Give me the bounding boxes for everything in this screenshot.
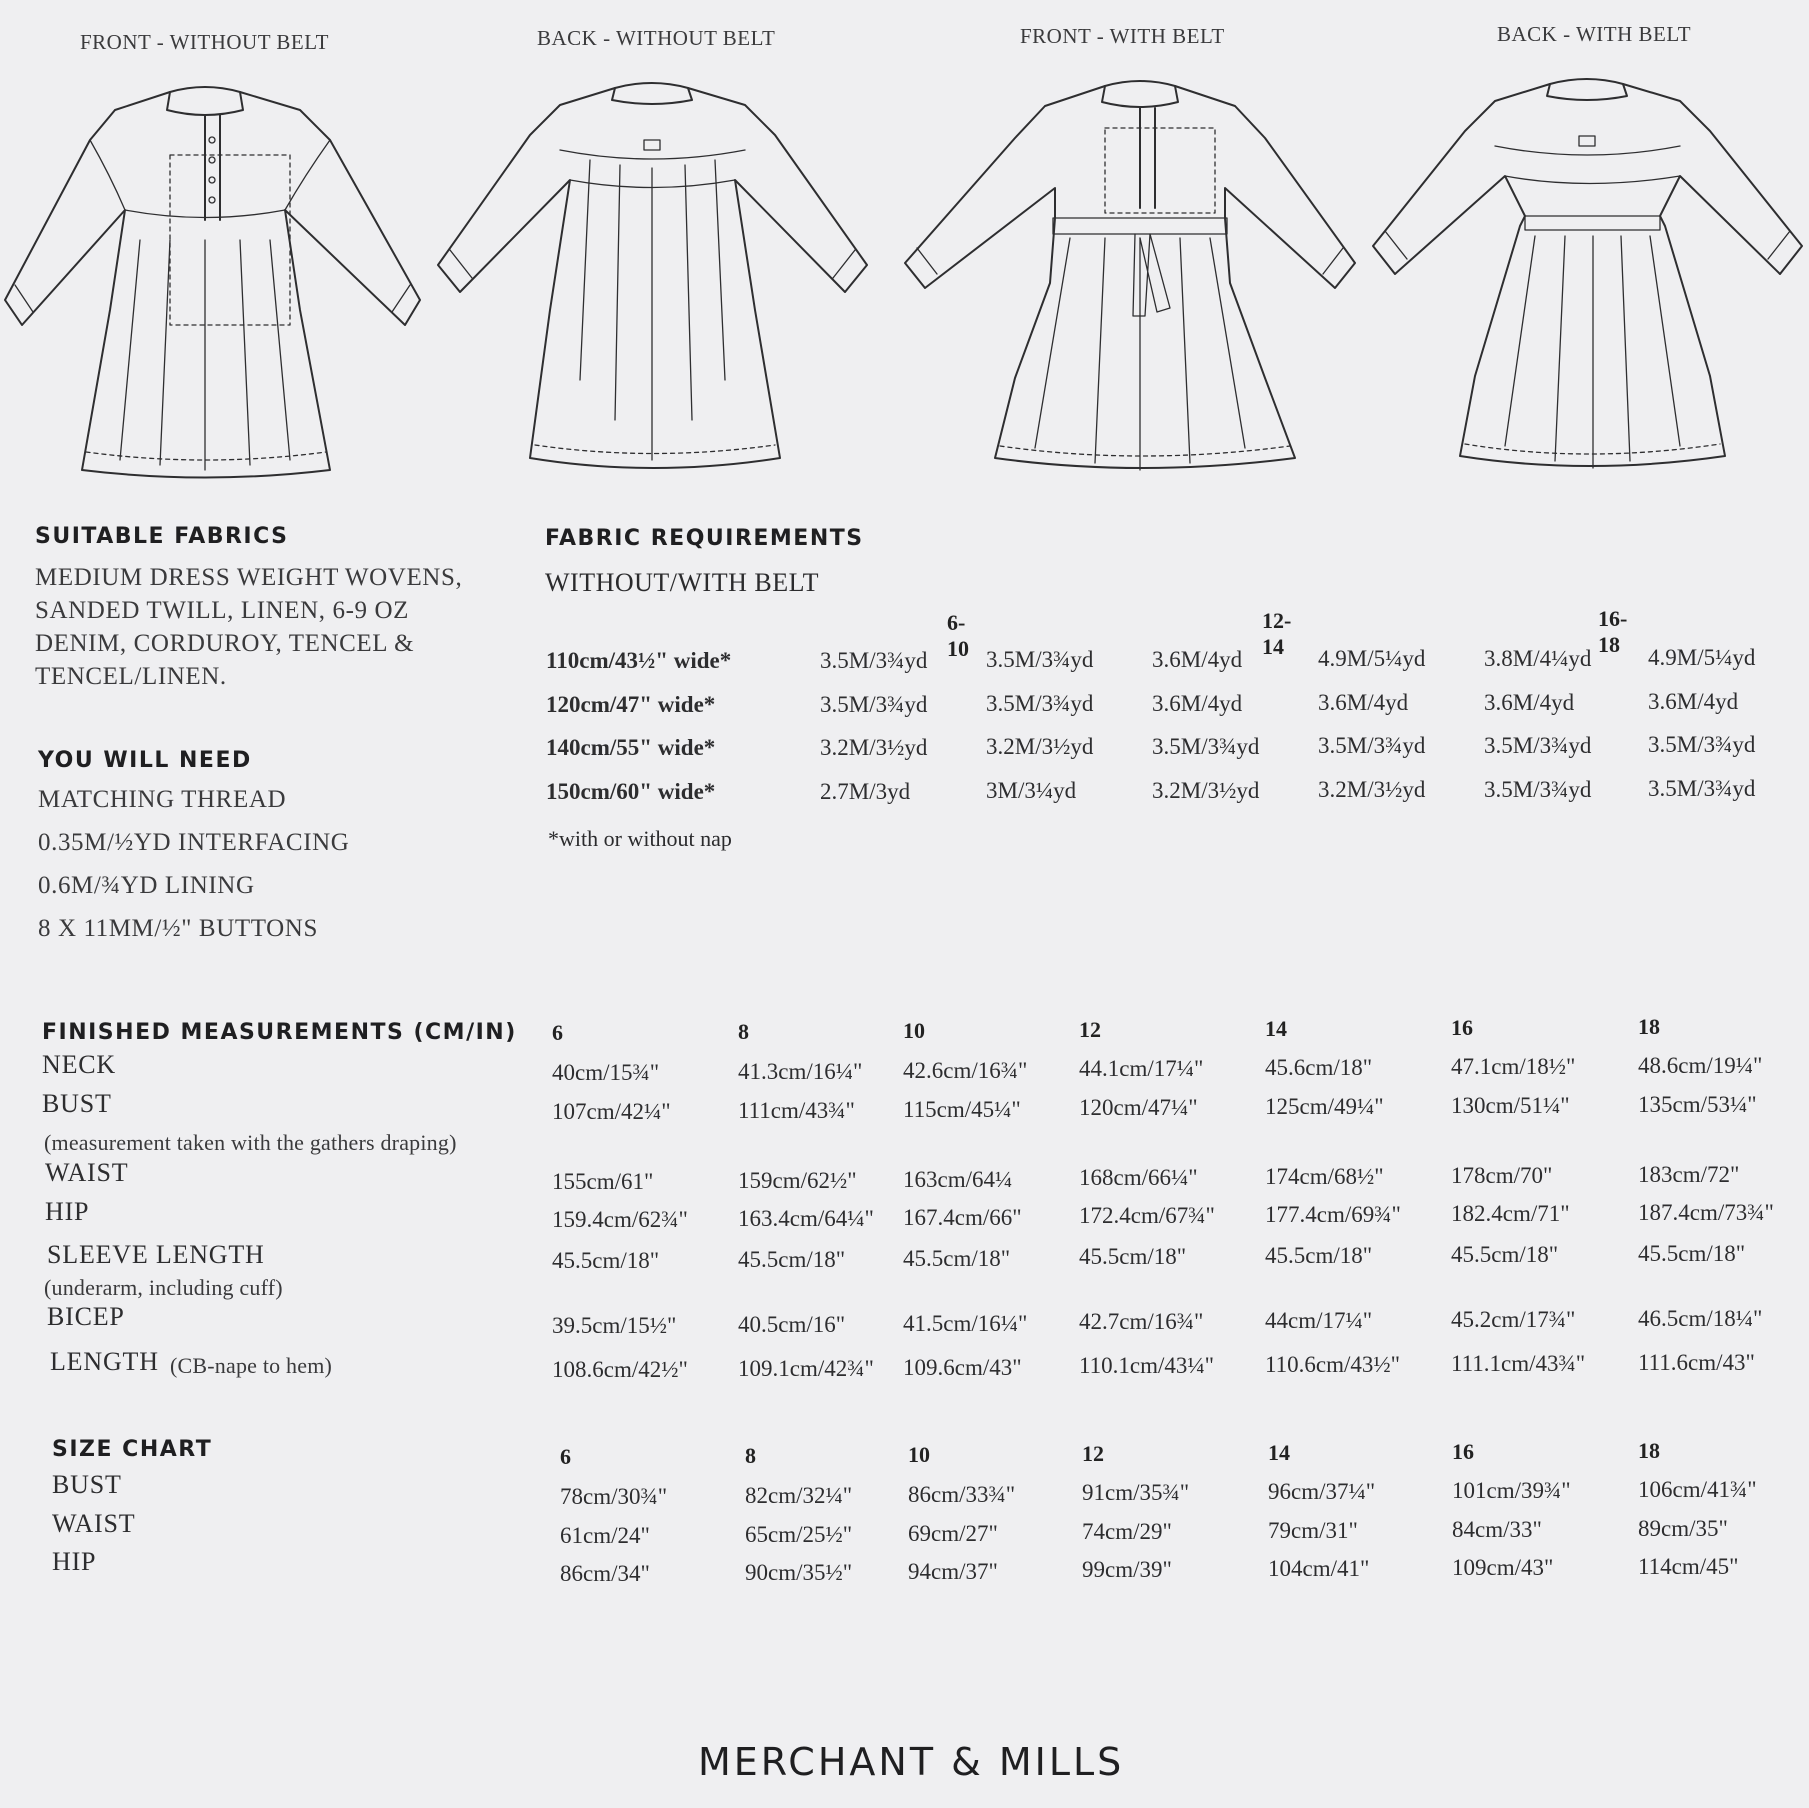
size-group-header: 6-10 xyxy=(947,610,969,661)
size-chart-size-header: 16 xyxy=(1452,1439,1474,1464)
finished-measurement-cell: 45.5cm/18" xyxy=(1451,1242,1559,1267)
size-chart-cell: 74cm/29" xyxy=(1082,1519,1172,1545)
view-label-front-with-belt: FRONT - WITH BELT xyxy=(1020,24,1225,48)
fabric-amount-cell: 3.5M/3¾yd xyxy=(986,691,1094,717)
size-chart-cell: 94cm/37" xyxy=(908,1558,998,1584)
fabric-amount-cell: 3.5M/3¾yd xyxy=(1484,776,1592,802)
finished-measurement-cell: 45.5cm/18" xyxy=(738,1246,846,1272)
suitable-fabrics-line: DENIM, CORDUROY, TENCEL & xyxy=(35,630,415,657)
finished-measurement-cell: 41.5cm/16¼" xyxy=(903,1310,1028,1336)
size-chart-size-header: 12 xyxy=(1082,1441,1104,1466)
you-will-need-item: MATCHING THREAD xyxy=(38,786,287,813)
finished-measurement-cell: 115cm/45¼" xyxy=(903,1096,1021,1122)
finished-measurement-cell: 182.4cm/71" xyxy=(1451,1201,1570,1226)
fabric-amount-cell: 4.9M/5¼yd xyxy=(1318,646,1426,672)
size-chart-heading: SIZE CHART xyxy=(52,1437,213,1462)
fabric-amount-cell: 3.5M/3¾yd xyxy=(1152,733,1260,759)
finished-measurement-cell: 111cm/43¾" xyxy=(738,1097,855,1123)
fabric-amount-cell: 3.2M/3½yd xyxy=(1152,777,1260,803)
fabric-amount-cell: 3.6M/4yd xyxy=(1318,690,1409,716)
finished-measurement-cell: 47.1cm/18½" xyxy=(1451,1054,1576,1079)
finished-measurement-cell: 168cm/66¼" xyxy=(1079,1165,1198,1191)
fabric-amount-cell: 3.2M/3½yd xyxy=(986,734,1094,760)
fabric-amount-cell: 3.5M/3¾yd xyxy=(986,647,1094,673)
finished-measurement-cell: 40.5cm/16" xyxy=(738,1311,846,1337)
fabric-width-label: 150cm/60" wide* xyxy=(546,779,716,804)
you-will-need-list xyxy=(38,784,349,956)
finished-measurement-cell: 42.6cm/16¾" xyxy=(903,1057,1028,1083)
size-chart-cell: 99cm/39" xyxy=(1082,1557,1172,1583)
finished-measurement-label: LENGTH xyxy=(50,1347,159,1376)
suitable-fabrics-text xyxy=(35,562,462,694)
fabric-amount-cell: 3.6M/4yd xyxy=(1648,689,1739,714)
suitable-fabrics-line: SANDED TWILL, LINEN, 6-9 OZ xyxy=(35,597,410,624)
finished-measurement-cell: 125cm/49¼" xyxy=(1265,1094,1384,1120)
finished-measurement-cell: 177.4cm/69¾" xyxy=(1265,1202,1401,1228)
fabric-requirements-heading: FABRIC REQUIREMENTS xyxy=(545,526,864,551)
dress-back-without-belt-illustration xyxy=(430,80,870,470)
size-chart-cell: 69cm/27" xyxy=(908,1520,998,1546)
finished-measurement-cell: 108.6cm/42½" xyxy=(552,1357,688,1382)
you-will-need-heading: YOU WILL NEED xyxy=(38,748,252,773)
dress-front-without-belt-illustration xyxy=(0,80,430,470)
finished-measurement-label: WAIST xyxy=(45,1158,129,1187)
fabric-amount-cell: 3.2M/3½yd xyxy=(820,735,928,760)
finished-measurement-cell: 45.5cm/18" xyxy=(1265,1243,1373,1269)
size-chart-cell: 86cm/34" xyxy=(560,1561,650,1586)
fabric-amount-cell: 3.2M/3½yd xyxy=(1318,777,1426,803)
finished-measurement-cell: 155cm/61" xyxy=(552,1169,654,1194)
finished-measurement-cell: 45.5cm/18" xyxy=(903,1245,1011,1271)
finished-measurement-cell: 159.4cm/62¾" xyxy=(552,1207,688,1232)
fabric-amount-cell: 3.6M/4yd xyxy=(1152,646,1243,672)
finished-measurement-cell: 44.1cm/17¼" xyxy=(1079,1056,1204,1082)
finished-measurement-label: HIP xyxy=(45,1197,90,1226)
finished-measurement-cell: 110.1cm/43¼" xyxy=(1079,1353,1215,1379)
finished-measurement-cell: 130cm/51¼" xyxy=(1451,1093,1570,1118)
finished-measurement-cell: 159cm/62½" xyxy=(738,1167,857,1193)
finished-measurement-cell: 41.3cm/16¼" xyxy=(738,1058,863,1084)
fabric-amount-cell: 4.9M/5¼yd xyxy=(1648,645,1756,670)
size-chart-cell: 78cm/30¾" xyxy=(560,1484,668,1509)
fabric-amount-cell: 3.5M/3¾yd xyxy=(1648,732,1756,757)
finished-measurement-sublabel: (CB-nape to hem) xyxy=(170,1353,333,1378)
you-will-need-item: 8 X 11MM/½" BUTTONS xyxy=(38,915,318,942)
size-chart-size-header: 14 xyxy=(1268,1440,1290,1465)
fabric-amount-cell: 3.8M/4¼yd xyxy=(1484,645,1592,671)
finished-measurements-heading: FINISHED MEASUREMENTS (CM/IN) xyxy=(42,1020,517,1045)
fabric-amount-cell: 3.5M/3¾yd xyxy=(820,692,928,717)
fabric-amount-cell: 3.6M/4yd xyxy=(1484,689,1575,715)
size-chart-label: WAIST xyxy=(52,1509,136,1538)
fabric-requirements-note: *with or without nap xyxy=(548,826,732,851)
fabric-amount-cell: 3.5M/3¾yd xyxy=(1318,733,1426,759)
finished-measurement-cell: 46.5cm/18¼" xyxy=(1638,1305,1763,1331)
view-label-front-without-belt: FRONT - WITHOUT BELT xyxy=(80,30,329,54)
finished-measurement-cell: 174cm/68½" xyxy=(1265,1164,1384,1190)
fabric-amount-cell: 3.5M/3¾yd xyxy=(1648,776,1756,801)
finished-measurement-cell: 110.6cm/43½" xyxy=(1265,1352,1401,1378)
finished-measurement-cell: 44cm/17¼" xyxy=(1265,1308,1373,1334)
finished-size-header: 6 xyxy=(552,1020,563,1045)
size-chart-cell: 65cm/25½" xyxy=(745,1521,853,1547)
size-chart-cell: 82cm/32¼" xyxy=(745,1482,853,1508)
dress-back-with-belt-illustration xyxy=(1365,76,1809,476)
size-chart-size-header: 10 xyxy=(908,1442,930,1467)
size-chart-cell: 61cm/24" xyxy=(560,1523,650,1548)
finished-measurement-label: BUST xyxy=(42,1089,112,1118)
fabric-amount-cell: 2.7M/3yd xyxy=(820,779,911,804)
size-chart-cell: 86cm/33¾" xyxy=(908,1481,1016,1507)
view-label-back-with-belt: BACK - WITH BELT xyxy=(1497,22,1692,46)
dress-front-with-belt-illustration xyxy=(895,78,1365,478)
size-chart-cell: 90cm/35½" xyxy=(745,1559,853,1585)
finished-measurement-cell: 40cm/15¾" xyxy=(552,1060,660,1085)
finished-measurement-cell: 45.6cm/18" xyxy=(1265,1055,1373,1081)
finished-measurement-cell: 183cm/72" xyxy=(1638,1161,1740,1187)
size-chart-label: BUST xyxy=(52,1470,122,1499)
size-chart-label: HIP xyxy=(52,1547,97,1576)
finished-measurement-cell: 178cm/70" xyxy=(1451,1163,1553,1188)
size-chart-size-header: 8 xyxy=(745,1443,756,1468)
fabric-width-label: 140cm/55" wide* xyxy=(546,735,716,760)
finished-measurement-sublabel: (underarm, including cuff) xyxy=(44,1275,283,1300)
fabric-amount-cell: 3.5M/3¾yd xyxy=(1484,732,1592,758)
size-chart-size-header: 18 xyxy=(1638,1438,1660,1463)
fabric-requirements-subheading: WITHOUT/WITH BELT xyxy=(545,568,819,597)
fabric-amount-cell: 3M/3¼yd xyxy=(986,778,1077,804)
finished-measurement-cell: 42.7cm/16¾" xyxy=(1079,1309,1204,1335)
finished-measurement-sublabel: (measurement taken with the gathers draping) xyxy=(44,1130,457,1155)
finished-measurement-cell: 163cm/64¼ xyxy=(903,1166,1013,1192)
finished-size-header: 8 xyxy=(738,1019,749,1044)
size-chart-cell: 106cm/41¾" xyxy=(1638,1476,1757,1502)
brand-logo-text: MERCHANT & MILLS xyxy=(698,1740,1125,1784)
finished-measurement-label: SLEEVE LENGTH xyxy=(47,1240,265,1269)
fabric-amount-cell: 3.6M/4yd xyxy=(1152,690,1243,716)
size-chart-cell: 109cm/43" xyxy=(1452,1555,1554,1580)
finished-measurement-cell: 187.4cm/73¾" xyxy=(1638,1199,1774,1225)
size-chart-cell: 104cm/41" xyxy=(1268,1556,1370,1582)
size-chart-cell: 84cm/33" xyxy=(1452,1517,1542,1542)
finished-measurement-cell: 120cm/47¼" xyxy=(1079,1095,1198,1121)
finished-measurement-label: NECK xyxy=(42,1050,116,1079)
finished-measurement-cell: 111.1cm/43¾" xyxy=(1451,1351,1586,1376)
finished-measurement-cell: 109.1cm/42¾" xyxy=(738,1355,874,1381)
size-group-header: 12-14 xyxy=(1262,608,1292,659)
finished-size-header: 16 xyxy=(1451,1015,1473,1040)
suitable-fabrics-line: MEDIUM DRESS WEIGHT WOVENS, xyxy=(35,564,463,591)
finished-measurement-cell: 48.6cm/19¼" xyxy=(1638,1052,1763,1078)
finished-size-header: 18 xyxy=(1638,1014,1660,1039)
you-will-need-item: 0.6M/¾YD LINING xyxy=(38,872,255,899)
finished-measurement-cell: 111.6cm/43" xyxy=(1638,1349,1755,1375)
suitable-fabrics-line: TENCEL/LINEN. xyxy=(35,663,227,690)
finished-measurement-cell: 45.5cm/18" xyxy=(552,1248,660,1273)
finished-measurement-cell: 45.5cm/18" xyxy=(1638,1240,1746,1266)
finished-measurement-cell: 45.5cm/18" xyxy=(1079,1244,1187,1270)
size-chart-cell: 79cm/31" xyxy=(1268,1518,1358,1544)
finished-measurement-cell: 107cm/42¼" xyxy=(552,1099,671,1124)
finished-size-header: 14 xyxy=(1265,1016,1287,1041)
size-group-header: 16-18 xyxy=(1598,606,1628,657)
suitable-fabrics-heading: SUITABLE FABRICS xyxy=(35,524,289,549)
finished-measurement-label: BICEP xyxy=(47,1302,125,1331)
fabric-width-label: 110cm/43½" wide* xyxy=(546,648,732,673)
finished-measurement-cell: 135cm/53¼" xyxy=(1638,1091,1757,1117)
finished-size-header: 10 xyxy=(903,1018,925,1043)
size-chart-cell: 89cm/35" xyxy=(1638,1515,1728,1541)
size-chart-size-header: 6 xyxy=(560,1444,571,1469)
finished-measurement-cell: 45.2cm/17¾" xyxy=(1451,1307,1576,1332)
size-chart-cell: 96cm/37¼" xyxy=(1268,1479,1376,1505)
you-will-need-item: 0.35M/½YD INTERFACING xyxy=(38,829,350,856)
finished-measurement-cell: 167.4cm/66" xyxy=(903,1204,1022,1230)
size-chart-cell: 101cm/39¾" xyxy=(1452,1478,1571,1503)
finished-measurement-cell: 172.4cm/67¾" xyxy=(1079,1203,1215,1229)
finished-measurement-cell: 39.5cm/15½" xyxy=(552,1313,677,1338)
fabric-amount-cell: 3.5M/3¾yd xyxy=(820,648,928,673)
finished-size-header: 12 xyxy=(1079,1017,1101,1042)
finished-measurement-cell: 109.6cm/43" xyxy=(903,1354,1022,1380)
size-chart-cell: 114cm/45" xyxy=(1638,1553,1739,1579)
fabric-width-label: 120cm/47" wide* xyxy=(546,692,716,717)
finished-measurement-cell: 163.4cm/64¼" xyxy=(738,1205,874,1231)
size-chart-cell: 91cm/35¾" xyxy=(1082,1480,1190,1506)
view-label-back-without-belt: BACK - WITHOUT BELT xyxy=(537,26,776,50)
